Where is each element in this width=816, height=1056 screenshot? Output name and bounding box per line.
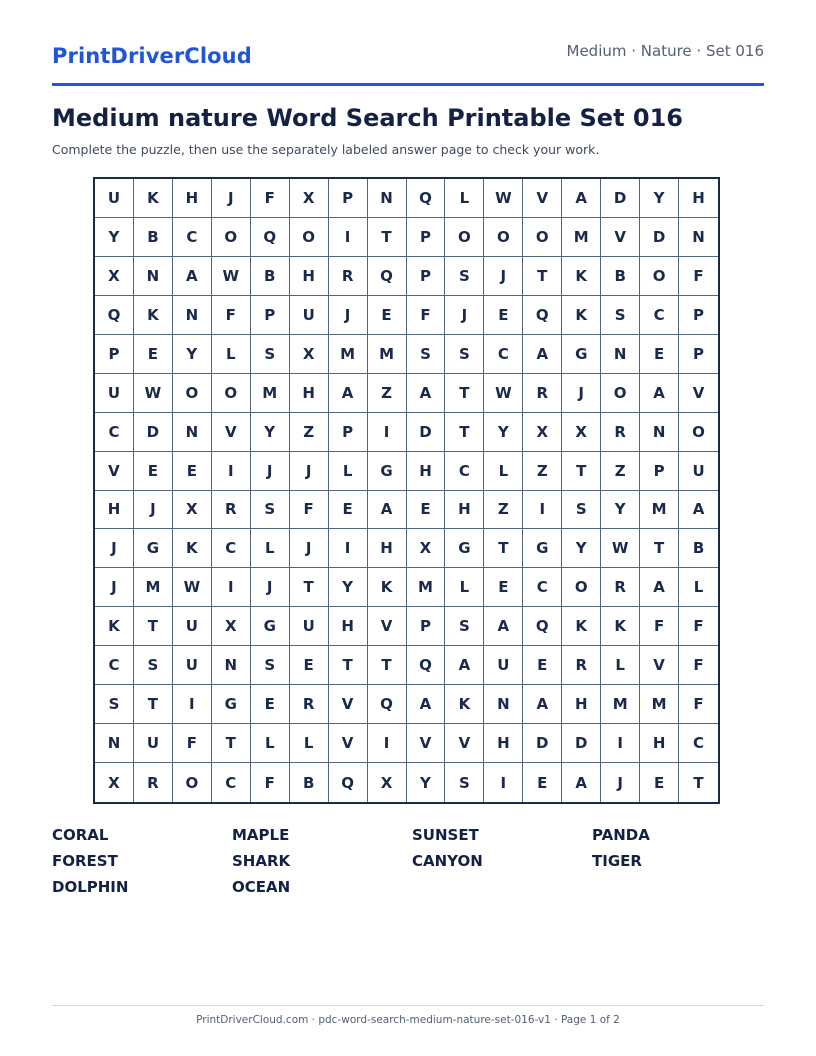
grid-cell: K	[134, 296, 173, 335]
word-list-item: OCEAN	[232, 878, 291, 896]
grid-cell: T	[484, 529, 523, 568]
word-list-item: MAPLE	[232, 826, 290, 844]
grid-cell: G	[251, 607, 290, 646]
grid-cell: C	[484, 335, 523, 374]
grid-cell: T	[368, 646, 407, 685]
page-title: Medium nature Word Search Printable Set 016	[52, 104, 683, 132]
grid-cell: U	[290, 607, 329, 646]
grid-cell: U	[134, 724, 173, 763]
grid-cell: M	[134, 568, 173, 607]
grid-cell: L	[601, 646, 640, 685]
grid-cell: S	[445, 607, 484, 646]
grid-cell: A	[523, 335, 562, 374]
grid-cell: U	[95, 179, 134, 218]
grid-cell: R	[601, 568, 640, 607]
grid-cell: E	[368, 296, 407, 335]
grid-cell: F	[640, 607, 679, 646]
grid-cell: T	[523, 257, 562, 296]
grid-cell: U	[290, 296, 329, 335]
grid-cell: A	[562, 179, 601, 218]
grid-cell: B	[251, 257, 290, 296]
grid-cell: V	[640, 646, 679, 685]
grid-cell: V	[368, 607, 407, 646]
grid-cell: H	[562, 685, 601, 724]
grid-cell: H	[484, 724, 523, 763]
grid-cell: Y	[95, 218, 134, 257]
grid-cell: C	[640, 296, 679, 335]
grid-cell: G	[445, 529, 484, 568]
grid-cell: G	[134, 529, 173, 568]
grid-cell: J	[134, 491, 173, 530]
grid-cell: K	[134, 179, 173, 218]
grid-cell: U	[95, 374, 134, 413]
grid-cell: Z	[484, 491, 523, 530]
grid-cell: J	[290, 452, 329, 491]
grid-cell: V	[523, 179, 562, 218]
grid-cell: K	[601, 607, 640, 646]
grid-cell: O	[640, 257, 679, 296]
grid-cell: E	[134, 335, 173, 374]
grid-cell: J	[601, 763, 640, 802]
word-list-item: PANDA	[592, 826, 650, 844]
grid-cell: R	[290, 685, 329, 724]
grid-cell: R	[212, 491, 251, 530]
grid-cell: L	[212, 335, 251, 374]
footer-divider	[52, 1005, 764, 1006]
grid-cell: N	[484, 685, 523, 724]
grid-cell: C	[212, 529, 251, 568]
grid-cell: F	[290, 491, 329, 530]
grid-cell: H	[329, 607, 368, 646]
grid-cell: M	[251, 374, 290, 413]
grid-cell: E	[484, 568, 523, 607]
grid-cell: M	[562, 218, 601, 257]
grid-cell: Y	[640, 179, 679, 218]
grid-cell: W	[484, 179, 523, 218]
grid-cell: Q	[329, 763, 368, 802]
grid-cell: C	[95, 413, 134, 452]
grid-cell: A	[173, 257, 212, 296]
grid-cell: H	[290, 257, 329, 296]
grid-cell: Y	[407, 763, 446, 802]
grid-cell: P	[640, 452, 679, 491]
grid-cell: Y	[601, 491, 640, 530]
grid-cell: I	[173, 685, 212, 724]
grid-cell: J	[445, 296, 484, 335]
grid-cell: W	[212, 257, 251, 296]
grid-cell: Y	[251, 413, 290, 452]
grid-cell: S	[134, 646, 173, 685]
grid-cell: V	[445, 724, 484, 763]
word-list-item: SHARK	[232, 852, 291, 870]
grid-cell: T	[134, 685, 173, 724]
grid-cell: Q	[251, 218, 290, 257]
grid-cell: H	[445, 491, 484, 530]
grid-cell: S	[445, 763, 484, 802]
grid-cell: N	[601, 335, 640, 374]
grid-cell: K	[445, 685, 484, 724]
grid-cell: C	[523, 568, 562, 607]
grid-cell: T	[562, 452, 601, 491]
grid-cell: O	[290, 218, 329, 257]
grid-cell: A	[484, 607, 523, 646]
grid-cell: Q	[407, 179, 446, 218]
grid-cell: P	[95, 335, 134, 374]
grid-cell: F	[679, 646, 718, 685]
grid-cell: X	[212, 607, 251, 646]
grid-cell: X	[290, 179, 329, 218]
grid-cell: Y	[329, 568, 368, 607]
grid-cell: E	[640, 335, 679, 374]
grid-cell: O	[679, 413, 718, 452]
grid-cell: Q	[368, 685, 407, 724]
grid-cell: K	[562, 607, 601, 646]
grid-cell: W	[173, 568, 212, 607]
grid-cell: S	[601, 296, 640, 335]
grid-cell: N	[173, 296, 212, 335]
grid-cell: P	[407, 218, 446, 257]
grid-cell: E	[173, 452, 212, 491]
grid-cell: R	[134, 763, 173, 802]
grid-cell: X	[173, 491, 212, 530]
grid-cell: G	[212, 685, 251, 724]
grid-cell: F	[679, 607, 718, 646]
grid-cell: E	[523, 646, 562, 685]
grid-cell: J	[562, 374, 601, 413]
grid-cell: D	[562, 724, 601, 763]
grid-cell: T	[212, 724, 251, 763]
grid-cell: O	[523, 218, 562, 257]
grid-cell: E	[251, 685, 290, 724]
grid-cell: A	[640, 568, 679, 607]
grid-cell: Y	[484, 413, 523, 452]
grid-cell: S	[562, 491, 601, 530]
grid-cell: X	[95, 257, 134, 296]
grid-cell: I	[368, 413, 407, 452]
brand-logo: PrintDriverCloud	[52, 44, 252, 68]
grid-cell: P	[407, 607, 446, 646]
grid-cell: P	[679, 296, 718, 335]
word-list-item: CORAL	[52, 826, 109, 844]
grid-cell: F	[679, 257, 718, 296]
grid-cell: O	[173, 763, 212, 802]
grid-cell: J	[95, 568, 134, 607]
grid-cell: D	[523, 724, 562, 763]
grid-cell: Z	[368, 374, 407, 413]
grid-cell: T	[640, 529, 679, 568]
grid-cell: W	[601, 529, 640, 568]
grid-cell: E	[523, 763, 562, 802]
grid-cell: P	[679, 335, 718, 374]
grid-cell: A	[445, 646, 484, 685]
word-list-item: DOLPHIN	[52, 878, 129, 896]
grid-cell: H	[95, 491, 134, 530]
grid-cell: G	[368, 452, 407, 491]
grid-cell: K	[562, 257, 601, 296]
puzzle-meta: Medium · Nature · Set 016	[566, 42, 764, 60]
grid-cell: D	[601, 179, 640, 218]
grid-cell: R	[562, 646, 601, 685]
grid-cell: F	[251, 763, 290, 802]
grid-cell: L	[329, 452, 368, 491]
grid-cell: V	[329, 724, 368, 763]
grid-cell: E	[484, 296, 523, 335]
grid-cell: H	[290, 374, 329, 413]
grid-cell: M	[640, 491, 679, 530]
grid-cell: I	[212, 452, 251, 491]
grid-cell: T	[693, 773, 704, 792]
grid-cell: N	[679, 218, 718, 257]
grid-cell: L	[484, 452, 523, 491]
grid-cell: Y	[173, 335, 212, 374]
grid-cell: B	[601, 257, 640, 296]
grid-cell: V	[679, 374, 718, 413]
grid-cell: S	[407, 335, 446, 374]
grid-cell: E	[329, 491, 368, 530]
grid-cell: S	[95, 685, 134, 724]
grid-cell: F	[407, 296, 446, 335]
grid-cell: L	[251, 724, 290, 763]
grid-cell: A	[523, 685, 562, 724]
grid-cell: L	[290, 724, 329, 763]
grid-cell: P	[329, 413, 368, 452]
grid-cell: I	[368, 724, 407, 763]
grid-cell: M	[640, 685, 679, 724]
grid-cell: U	[173, 607, 212, 646]
grid-cell: O	[601, 374, 640, 413]
grid-cell: E	[640, 763, 679, 802]
grid-cell: N	[212, 646, 251, 685]
word-list	[52, 826, 772, 896]
grid-cell: T	[368, 218, 407, 257]
grid-cell: G	[562, 335, 601, 374]
grid-cell: K	[562, 296, 601, 335]
grid-cell: Q	[407, 646, 446, 685]
grid-cell: Z	[601, 452, 640, 491]
grid-cell: Q	[523, 296, 562, 335]
grid-cell: T	[290, 568, 329, 607]
grid-cell: H	[407, 452, 446, 491]
grid-cell: I	[329, 529, 368, 568]
grid-cell: M	[368, 335, 407, 374]
grid-cell: A	[562, 763, 601, 802]
grid-cell: E	[290, 646, 329, 685]
grid-cell: L	[445, 568, 484, 607]
grid-cell: V	[95, 452, 134, 491]
grid-cell: O	[212, 218, 251, 257]
grid-cell: A	[407, 374, 446, 413]
grid-cell: T	[445, 413, 484, 452]
grid-cell: O	[173, 374, 212, 413]
grid-cell: O	[212, 374, 251, 413]
grid-cell: R	[329, 257, 368, 296]
grid-cell: H	[173, 179, 212, 218]
grid-cell: S	[445, 335, 484, 374]
grid-cell: I	[601, 724, 640, 763]
grid-cell: Q	[523, 607, 562, 646]
grid-cell: N	[95, 724, 134, 763]
grid-cell: Q	[95, 296, 134, 335]
grid-cell: O	[445, 218, 484, 257]
grid-cell: Q	[368, 257, 407, 296]
grid-cell: V	[329, 685, 368, 724]
grid-cell: A	[640, 374, 679, 413]
word-list-item: SUNSET	[412, 826, 479, 844]
grid-cell: I	[484, 763, 523, 802]
grid-cell: E	[407, 491, 446, 530]
grid-cell: T	[329, 646, 368, 685]
grid-cell: N	[368, 179, 407, 218]
grid-cell: B	[679, 529, 718, 568]
grid-cell: F	[679, 685, 718, 724]
page-footer: PrintDriverCloud.com · pdc-word-search-medium-nature-set-016-v1 · Page 1 of 2	[196, 1014, 620, 1026]
grid-cell: A	[368, 491, 407, 530]
grid-cell: C	[173, 218, 212, 257]
grid-cell: N	[134, 257, 173, 296]
grid-cell: D	[640, 218, 679, 257]
grid-cell: J	[329, 296, 368, 335]
word-list-item: CANYON	[412, 852, 483, 870]
grid-cell: W	[484, 374, 523, 413]
grid-cell: S	[251, 491, 290, 530]
grid-cell: X	[523, 413, 562, 452]
grid-cell: L	[679, 568, 718, 607]
grid-cell: R	[601, 413, 640, 452]
grid-cell: U	[484, 646, 523, 685]
grid-cell: X	[562, 413, 601, 452]
grid-cell: C	[212, 763, 251, 802]
grid-cell: X	[407, 529, 446, 568]
grid-cell: A	[407, 685, 446, 724]
grid-cell: Z	[523, 452, 562, 491]
grid-cell: K	[368, 568, 407, 607]
grid-cell: Z	[290, 413, 329, 452]
grid-cell: X	[368, 763, 407, 802]
grid-cell: P	[251, 296, 290, 335]
grid-cell: T	[134, 607, 173, 646]
grid-cell: F	[251, 179, 290, 218]
grid-cell: I	[523, 491, 562, 530]
grid-cell: F	[212, 296, 251, 335]
grid-cell: O	[484, 218, 523, 257]
grid-cell: S	[251, 646, 290, 685]
grid-cell: H	[679, 179, 718, 218]
grid-cell: O	[562, 568, 601, 607]
grid-cell: R	[523, 374, 562, 413]
grid-cell: G	[523, 529, 562, 568]
grid-cell: S	[251, 335, 290, 374]
header-divider	[52, 83, 764, 86]
grid-cell: D	[134, 413, 173, 452]
page-subtitle: Complete the puzzle, then use the separately labeled answer page to check your work.	[52, 142, 600, 157]
grid-cell: V	[212, 413, 251, 452]
grid-cell: V	[407, 724, 446, 763]
grid-cell: D	[407, 413, 446, 452]
word-search-grid	[93, 177, 720, 804]
grid-cell: U	[679, 452, 718, 491]
word-list-item: TIGER	[592, 852, 642, 870]
grid-cell: P	[329, 179, 368, 218]
grid-cell: I	[329, 218, 368, 257]
grid-cell: C	[445, 452, 484, 491]
grid-cell: S	[445, 257, 484, 296]
grid-cell: J	[95, 529, 134, 568]
grid-cell: K	[173, 529, 212, 568]
grid-cell: J	[251, 568, 290, 607]
grid-cell: A	[329, 374, 368, 413]
grid-cell: F	[173, 724, 212, 763]
grid-cell: J	[290, 529, 329, 568]
grid-cell: Y	[562, 529, 601, 568]
grid-cell: J	[484, 257, 523, 296]
grid-cell: P	[407, 257, 446, 296]
word-list-item: FOREST	[52, 852, 118, 870]
grid-cell: T	[445, 374, 484, 413]
grid-cell: C	[95, 646, 134, 685]
grid-cell: N	[640, 413, 679, 452]
grid-cell: J	[251, 452, 290, 491]
grid-cell: L	[445, 179, 484, 218]
grid-cell: X	[290, 335, 329, 374]
grid-cell: H	[640, 724, 679, 763]
grid-cell: B	[134, 218, 173, 257]
grid-cell: K	[95, 607, 134, 646]
grid-cell: X	[95, 763, 134, 802]
grid-cell: M	[407, 568, 446, 607]
grid-cell: W	[134, 374, 173, 413]
grid-cell: H	[368, 529, 407, 568]
grid-cell: M	[329, 335, 368, 374]
grid-cell: N	[173, 413, 212, 452]
grid-cell: I	[212, 568, 251, 607]
grid-cell: B	[290, 763, 329, 802]
grid-cell: A	[679, 491, 718, 530]
grid-cell: M	[601, 685, 640, 724]
grid-cell: C	[679, 724, 718, 763]
grid-cell: L	[251, 529, 290, 568]
grid-cell: E	[134, 452, 173, 491]
grid-cell: V	[601, 218, 640, 257]
grid-cell: U	[173, 646, 212, 685]
grid-cell: J	[212, 179, 251, 218]
